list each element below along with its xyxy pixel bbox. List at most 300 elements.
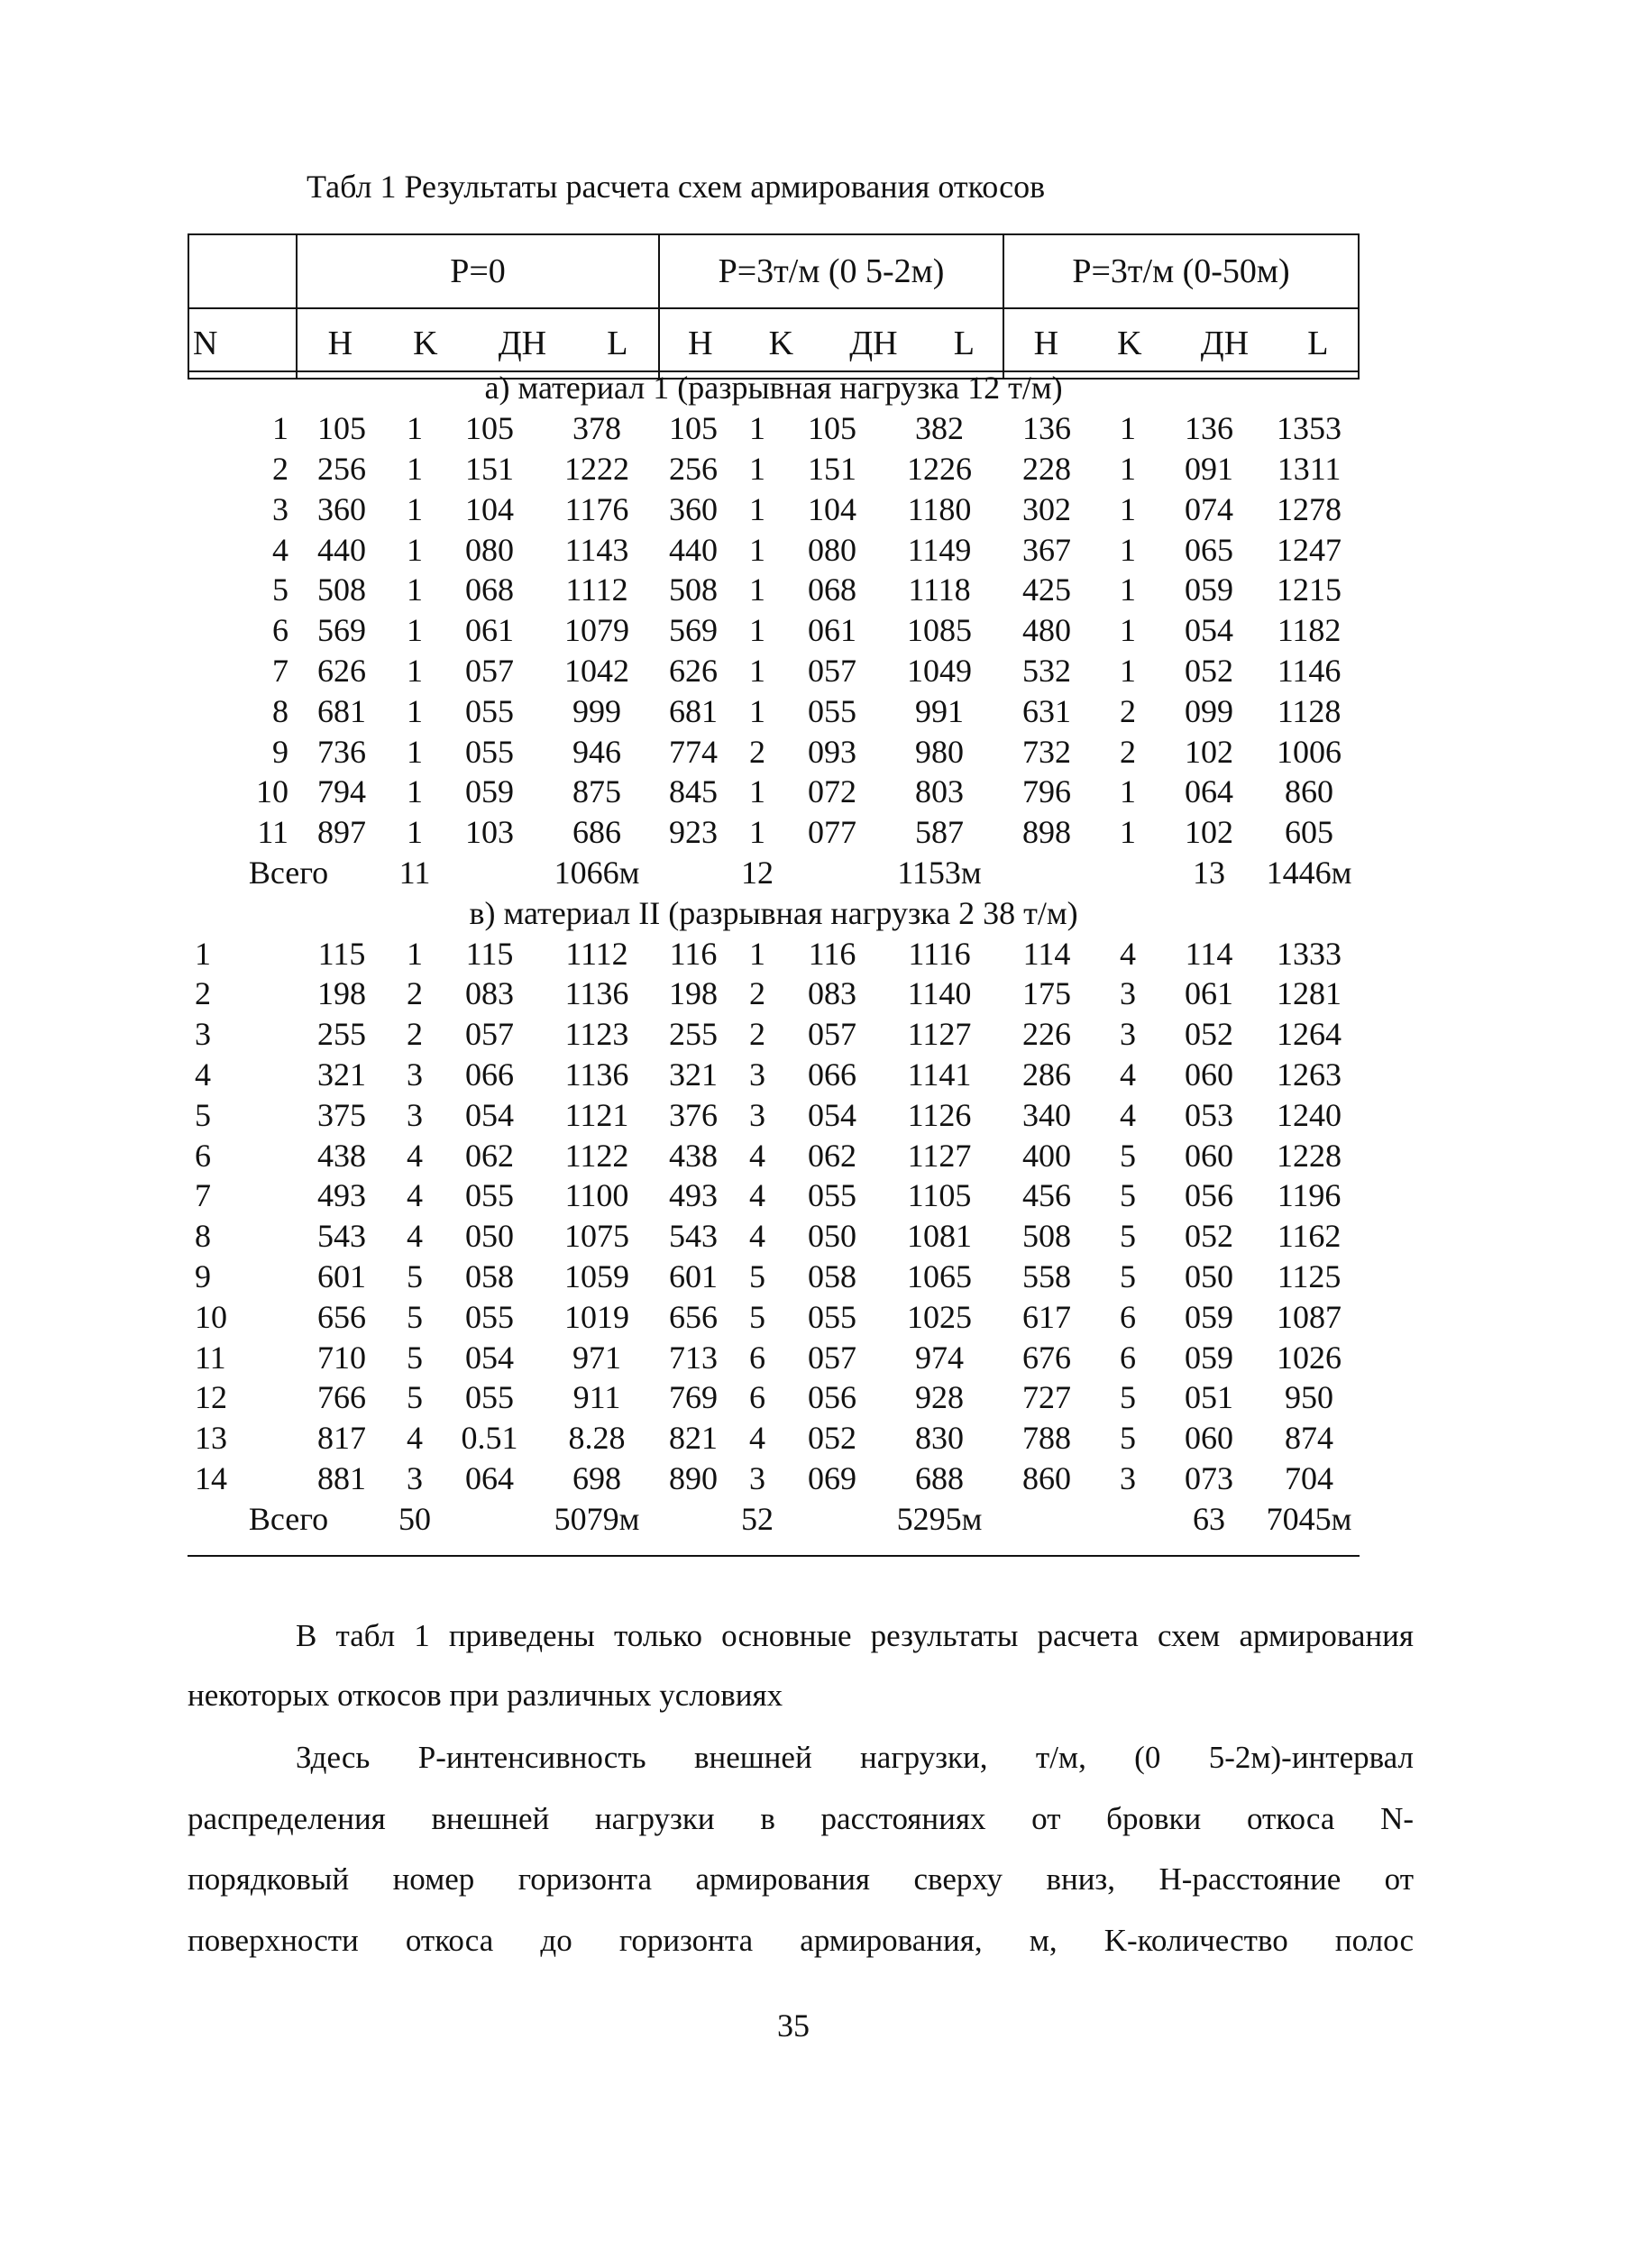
table-cell: 4 [749,1420,765,1457]
table-cell: 1136 [564,1056,629,1093]
table-cell: 1 [1120,572,1136,608]
table-cell: 1081 [907,1218,972,1255]
table-cell: 3 [195,1016,211,1053]
table-cell: 053 [1185,1096,1233,1133]
table-cell: 845 [669,773,718,810]
table-cell: 736 [317,733,366,770]
table-cell: 5 [407,1339,423,1376]
table-cell: 950 [1285,1379,1334,1416]
table-row [188,933,1360,974]
table-cell: 114 [1185,935,1233,972]
table-cell: 052 [1185,1016,1233,1053]
table-cell: 4 [407,1137,423,1174]
table-row [188,1135,1360,1175]
table-cell: 151 [808,450,856,487]
table-cell: 055 [808,692,856,729]
table-cell: 8 [195,1218,211,1255]
table-cell: 050 [808,1218,856,1255]
table-cell: 681 [669,692,718,729]
table-cell: 3 [749,1459,765,1496]
table-cell: 1 [749,612,765,649]
table-cell: 059 [1185,1339,1233,1376]
table-cell: 5 [407,1257,423,1294]
table-cell: 4 [407,1177,423,1214]
section-title-row [188,368,1360,408]
table-cell: 1127 [907,1137,972,1174]
table-cell: 057 [808,652,856,689]
table-cell: 116 [669,935,718,972]
table-cell: 5 [407,1298,423,1335]
table-row [188,1216,1360,1257]
table-row [188,1377,1360,1418]
table-cell: 456 [1022,1177,1071,1214]
table-row [188,690,1360,731]
table-cell: 1 [1120,450,1136,487]
table-cell: 1 [1120,490,1136,527]
table-cell: 12 [195,1379,227,1416]
table-cell: 923 [669,814,718,851]
table-cell: 367 [1022,531,1071,568]
table-cell: 601 [317,1257,366,1294]
table-cell: 769 [669,1379,718,1416]
table-cell: 5 [1120,1177,1136,1214]
table-cell: 774 [669,733,718,770]
table-cell: 3 [407,1459,423,1496]
table-cell: 136 [1185,410,1233,447]
table-cell: 1180 [907,490,972,527]
table-cell: 1 [1120,612,1136,649]
table-cell: 1079 [564,612,629,649]
table-cell: 2 [1120,692,1136,729]
table-bottom-rule [188,1555,1360,1557]
table-cell: 360 [317,490,366,527]
table-cell: 881 [317,1459,366,1496]
table-cell: 1146 [1277,652,1342,689]
table-cell: 080 [465,531,514,568]
table-cell: 493 [669,1177,718,1214]
table-cell: 1019 [564,1298,629,1335]
table-cell: 1 [272,410,288,447]
table-cell: 1 [407,773,423,810]
col-h: H [688,325,713,362]
table-cell: 1105 [907,1177,972,1214]
table-cell: 732 [1022,733,1071,770]
table-caption: Табл 1 Результаты расчета схем армирования откосов [307,169,1046,205]
table-cell: 11 [257,814,288,851]
table-cell: 508 [669,572,718,608]
table-row [188,651,1360,691]
table-cell: 6 [1120,1339,1136,1376]
table-cell: 062 [808,1137,856,1174]
table-cell: 1264 [1277,1016,1342,1053]
table-cell: 1 [749,652,765,689]
table-row [188,610,1360,651]
table-cell: 066 [808,1056,856,1093]
table-cell: 050 [465,1218,514,1255]
table-cell: 055 [465,692,514,729]
section-title-row [188,892,1360,933]
table-cell: 1141 [907,1056,972,1093]
table-cell: 198 [669,975,718,1012]
table-cell: 256 [317,450,366,487]
table-cell: 1 [407,652,423,689]
table-body [188,368,1360,1539]
table-cell: 068 [808,572,856,608]
table-cell: 1240 [1277,1096,1342,1133]
table-cell: 2 [272,450,288,487]
table-cell: 3 [1120,1459,1136,1496]
table-cell: 1059 [564,1257,629,1294]
table-cell: 898 [1022,814,1071,851]
table-cell: 1176 [564,490,629,527]
table-cell: 1 [407,612,423,649]
table-cell: 830 [915,1420,964,1457]
table-row [188,812,1360,853]
table-cell: 1196 [1277,1177,1342,1214]
table-cell: 8.28 [568,1420,626,1457]
table-cell: 1 [749,531,765,568]
table-cell: 340 [1022,1096,1071,1133]
table-cell: 6 [272,612,288,649]
table-cell: 13 [195,1420,227,1457]
table-cell: 2 [407,1016,423,1053]
table-cell: 1 [407,490,423,527]
table-cell: 1065 [907,1257,972,1294]
table-cell: 065 [1185,531,1233,568]
table-cell: 727 [1022,1379,1071,1416]
table-cell: 083 [465,975,514,1012]
table-cell: 821 [669,1420,718,1457]
table-cell: 1116 [908,935,971,972]
total-empty [783,1498,882,1539]
table-cell: 440 [317,531,366,568]
table-cell: 055 [465,1298,514,1335]
table-cell: 508 [1022,1218,1071,1255]
table-cell: 3 [407,1056,423,1093]
table-cell: 056 [1185,1177,1233,1214]
table-cell: 069 [808,1459,856,1496]
table-cell: 543 [669,1218,718,1255]
table-cell: 4 [407,1218,423,1255]
table-cell: 440 [669,531,718,568]
table-row [188,974,1360,1014]
col-dh: ДН [849,325,898,362]
table-cell: 1281 [1277,975,1342,1012]
table-cell: 055 [465,1177,514,1214]
table-cell: 054 [808,1096,856,1133]
table-cell: 102 [1185,733,1233,770]
table-cell: 3 [749,1096,765,1133]
table-cell: 060 [1185,1420,1233,1457]
paragraph-2-line-3: порядковый номер горизонта армирования сверху вниз, H-расстояние от [188,1861,1414,1897]
table-cell: 5 [407,1379,423,1416]
total-k1: 11 [398,854,431,891]
table-cell: 360 [669,490,718,527]
table-cell: 102 [1185,814,1233,851]
table-cell: 6 [749,1339,765,1376]
col-dh: ДН [498,325,547,362]
table-cell: 1123 [564,1016,629,1053]
table-cell: 059 [465,773,514,810]
table-cell: 676 [1022,1339,1071,1376]
table-cell: 3 [1120,1016,1136,1053]
table-cell: 1112 [565,572,628,608]
table-cell: 425 [1022,572,1071,608]
table-cell: 1143 [564,531,629,568]
table-cell: 057 [808,1339,856,1376]
table-cell: 10 [256,773,288,810]
col-h: H [1033,325,1059,362]
table-cell: 686 [572,814,621,851]
table-cell: 054 [1185,612,1233,649]
section-title: а) материал 1 (разрывная нагрузка 12 т/м) [484,370,1063,407]
table-cell: 1 [749,773,765,810]
table-cell: 2 [1120,733,1136,770]
table-cell: 438 [669,1137,718,1174]
table-row [188,449,1360,489]
total-k3: 63 [1193,1500,1225,1537]
table-row [188,772,1360,812]
table-cell: 1026 [1277,1339,1342,1376]
total-k2: 52 [741,1500,774,1537]
table-cell: 058 [808,1257,856,1294]
table-cell: 115 [465,935,514,972]
table-cell: 1 [749,935,765,972]
table-cell: 1 [749,692,765,729]
table-cell: 1215 [1277,572,1342,608]
table-cell: 4 [407,1420,423,1457]
table-cell: 175 [1022,975,1071,1012]
total-empty [783,853,882,893]
table-cell: 072 [808,773,856,810]
table-cell: 059 [1185,1298,1233,1335]
table-cell: 2 [195,975,211,1012]
table-cell: 569 [317,612,366,649]
table-cell: 105 [465,410,514,447]
total-l2: 1153м [897,854,982,891]
table-cell: 1 [407,450,423,487]
table-cell: 860 [1022,1459,1071,1496]
table-cell: 9 [272,733,288,770]
table-cell: 1112 [565,935,628,972]
col-k: K [768,325,794,362]
table-row [188,1296,1360,1337]
total-k1: 50 [398,1500,431,1537]
table-cell: 605 [1285,814,1334,851]
col-dh: ДН [1200,325,1250,362]
table-cell: 5 [1120,1420,1136,1457]
table-cell: 788 [1022,1420,1071,1457]
table-cell: 803 [915,773,964,810]
total-empty [655,853,732,893]
table-cell: 321 [669,1056,718,1093]
table-cell: 5 [1120,1137,1136,1174]
table-cell: 6 [1120,1298,1136,1335]
table-cell: 255 [669,1016,718,1053]
table-cell: 7 [272,652,288,689]
table-cell: 050 [1185,1257,1233,1294]
table-cell: 890 [669,1459,718,1496]
table-cell: 054 [465,1339,514,1376]
table-cell: 4 [1120,1056,1136,1093]
table-cell: 099 [1185,692,1233,729]
table-cell: 946 [572,733,621,770]
table-cell: 2 [407,975,423,1012]
table-cell: 061 [808,612,856,649]
table-cell: 3 [1120,975,1136,1012]
table-cell: 051 [1185,1379,1233,1416]
table-cell: 1247 [1277,531,1342,568]
table-cell: 1121 [564,1096,629,1133]
table-cell: 860 [1285,773,1334,810]
table-cell: 400 [1022,1137,1071,1174]
table-cell: 1 [407,572,423,608]
table-cell: 3 [272,490,288,527]
col-h: H [327,325,353,362]
table-cell: 3 [407,1096,423,1133]
col-l: L [1307,325,1329,362]
table-cell: 105 [317,410,366,447]
table-cell: 8 [272,692,288,729]
table-cell: 1128 [1277,692,1342,729]
header-n: N [188,308,297,379]
table-row [188,529,1360,570]
table-cell: 059 [1185,572,1233,608]
table-cell: 10 [195,1298,227,1335]
table-cell: 1182 [1277,612,1342,649]
table-cell: 093 [808,733,856,770]
table-cell: 1 [407,935,423,972]
page-number: 35 [777,2007,810,2044]
table-row [188,489,1360,529]
total-empty [1096,853,1159,893]
table-cell: 587 [915,814,964,851]
table-cell: 569 [669,612,718,649]
table-cell: 493 [317,1177,366,1214]
table-cell: 104 [465,490,514,527]
table-cell: 198 [317,975,366,1012]
table-header [188,233,1360,380]
table-cell: 055 [465,733,514,770]
table-cell: 4 [195,1056,211,1093]
table-cell: 6 [749,1379,765,1416]
table-cell: 480 [1022,612,1071,649]
header-group-p3-partial: P=3т/м (0 5-2м) [659,234,1003,308]
table-row [188,1014,1360,1055]
table-cell: 302 [1022,490,1071,527]
table-cell: 1127 [907,1016,972,1053]
table-cell: 1042 [564,652,629,689]
table-cell: 073 [1185,1459,1233,1496]
table-cell: 1 [749,450,765,487]
table-row [188,1094,1360,1135]
table-cell: 052 [1185,1218,1233,1255]
table-cell: 971 [572,1339,621,1376]
table-cell: 4 [749,1218,765,1255]
table-cell: 1 [1120,531,1136,568]
table-cell: 911 [572,1379,621,1416]
table-cell: 11 [195,1339,226,1376]
total-l2: 5295м [896,1500,983,1537]
total-empty [440,1498,539,1539]
table-cell: 055 [465,1379,514,1416]
table-cell: 601 [669,1257,718,1294]
table-cell: 1122 [564,1137,629,1174]
table-cell: 631 [1022,692,1071,729]
table-cell: 105 [808,410,856,447]
table-cell: 4 [749,1137,765,1174]
table-cell: 054 [465,1096,514,1133]
table-cell: 256 [669,450,718,487]
total-l3: 1446м [1266,854,1352,891]
table-cell: 1025 [907,1298,972,1335]
table-cell: 056 [808,1379,856,1416]
table-cell: 1 [749,490,765,527]
table-row [188,731,1360,772]
total-label: Всего [248,854,329,891]
table-cell: 7 [195,1177,211,1214]
table-cell: 817 [317,1420,366,1457]
table-cell: 055 [808,1177,856,1214]
table-cell: 4 [749,1177,765,1214]
col-l: L [607,325,628,362]
table-cell: 704 [1285,1459,1334,1496]
table-row [188,1175,1360,1216]
table-cell: 1 [407,531,423,568]
table-cell: 5 [1120,1379,1136,1416]
table-cell: 1 [1120,652,1136,689]
header-empty-cell [188,234,297,308]
table-cell: 656 [669,1298,718,1335]
table-row [188,1337,1360,1377]
table-cell: 091 [1185,450,1233,487]
table-cell: 5 [195,1096,211,1133]
table-cell: 1136 [564,975,629,1012]
table-cell: 2 [749,733,765,770]
paragraph-2-line-2: распределения внешней нагрузки в расстояниях от бровки откоса N- [188,1801,1414,1836]
table-cell: 1 [195,935,211,972]
col-l: L [953,325,975,362]
table-cell: 1353 [1277,410,1342,447]
table-cell: 1 [407,692,423,729]
table-cell: 508 [317,572,366,608]
table-cell: 077 [808,814,856,851]
table-row [188,1055,1360,1095]
total-label: Всего [248,1500,329,1537]
table-cell: 4 [1120,935,1136,972]
total-l1: 1066м [554,854,640,891]
table-cell: 1087 [1277,1298,1342,1335]
header-group-p0: P=0 [297,234,659,308]
table-row [188,408,1360,449]
table-cell: 228 [1022,450,1071,487]
table-cell: 104 [808,490,856,527]
table-cell: 255 [317,1016,366,1053]
table-cell: 6 [195,1137,211,1174]
table-cell: 5 [749,1257,765,1294]
table-cell: 688 [915,1459,964,1496]
table-cell: 136 [1022,410,1071,447]
table-cell: 1 [407,410,423,447]
table-cell: 1 [749,410,765,447]
table-cell: 060 [1185,1137,1233,1174]
table-cell: 060 [1185,1056,1233,1093]
total-empty [440,853,539,893]
table-cell: 2 [749,975,765,1012]
table-cell: 766 [317,1379,366,1416]
table-cell: 875 [572,773,621,810]
table-cell: 626 [317,652,366,689]
